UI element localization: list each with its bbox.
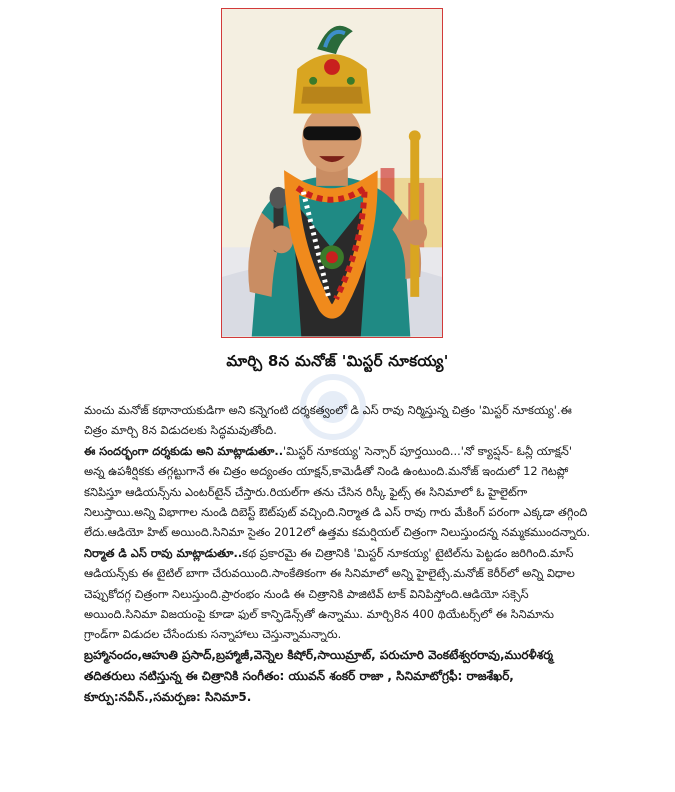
credits: బ్రహ్మానందం,ఆహుతి ప్రసాద్,బ్రహ్మాజీ,వెన్నెల కిషోర్,సాయిమ్రాట్, పరుచూరి వెంకటేశ్వరరావు,మురళీశర్మ తదితరులు నటిస్తున్న ఈ చిత్రానికి సంగీతం: యువన్ శంకర్ రాజా , సినిమాటోగ్రఫీ: రాజశేఖర్, కూర్పు:నవీన్.,సమర్పణ: సినిమా5.	[84, 647, 553, 704]
producer-quote: కథ ప్రకారమై ఈ చిత్రానికి 'మిస్టర్ నూకయ్య' టైటిల్‌ను పెట్టడం జరిగింది.మాస్ ఆడియన్స్‌కు ఈ టైటిల్ బాగా చేరువయింది.సాంకేతికంగా ఈ సినిమాలో అన్ని హైలైట్సే.మనోజ్ కెరీర్‌లో అన్ని విధాల చెప్పుకోదగ్గ చిత్రంగా నిలుస్తుంది.ప్రారంభం నుండి ఈ చిత్రానికి పాజిటివ్ టాక్ వినిపిస్తోంది.ఆడియో సక్సెస్ అయింది.సినిమా విజయంపై కూడా ఫుల్ కాన్ఫిడెన్స్‌తో ఉన్నాము. మార్చి8న 400 థియేటర్స్‌లో ఈ సినిమాను గ్రాండ్‌గా విడుదల చేసేందుకు సన్నాహాలు చెస్తున్నామన్నారు.	[84, 545, 575, 642]
headline: మార్చి 8న మనోజ్ 'మిస్టర్ నూకయ్య'	[226, 352, 449, 370]
paragraph-director	[84, 441, 592, 543]
paragraph-producer	[84, 543, 592, 645]
article-body	[84, 400, 592, 708]
producer-lead: నిర్మాత డి ఎస్ రావు మాట్లాడుతూ..	[84, 545, 243, 560]
article-photo	[221, 8, 443, 338]
director-quote: 'మిస్టర్ నూకయ్య' సెన్సార్ పూర్తయింది...'నో క్యాప్షన్- ఓన్లీ యాక్షన్' అన్న ఉపశీర్షికకు తగ్గట్టుగానే ఈ చిత్రం అద్యంతం యాక్షన్,కామెడీతో నిండి ఉంటుంది.మనోజ్ ఇందులో 12 గెటప్లో కనిపిస్తూ ఆడియన్స్‌ను ఎంటర్‌టైన్ చేస్తారు.రియల్‌గా తను చేసిన రిస్కీ ఫైట్స్ ఈ సినిమాలో ఓ హైలైట్‌గా నిలుస్తాయి.అన్ని విభాగాల నుండి దిబెస్ట్ ఔట్‌పుట్ వచ్చింది.నిర్మాత డి ఎస్ రావు గారు మేకింగ్ పరంగా ఎక్కడా తగ్గింది లేదు.ఆడియో హిట్ అయింది.సినిమా సైతం 2012లో ఉత్తమ కమర్షియల్ చిత్రంగా నిలుస్తుందన్న నమ్మకముందన్నారు.	[84, 443, 591, 540]
crowned-man-illustration	[222, 9, 442, 337]
director-lead: ఈ సందర్భంగా దర్శకుడు అని మాట్లాడుతూ..	[84, 443, 284, 458]
paragraph-intro: మంచు మనోజ్ కథానాయకుడిగా అని కన్నెగంటి దర్శకత్వంలో డి ఎస్ రావు నిర్మిస్తున్న చిత్రం 'మిస్టర్ నూకయ్య'.ఈ చిత్రం మార్చి 8న విడుదలకు సిద్ధమవుతోంది.	[84, 403, 572, 438]
